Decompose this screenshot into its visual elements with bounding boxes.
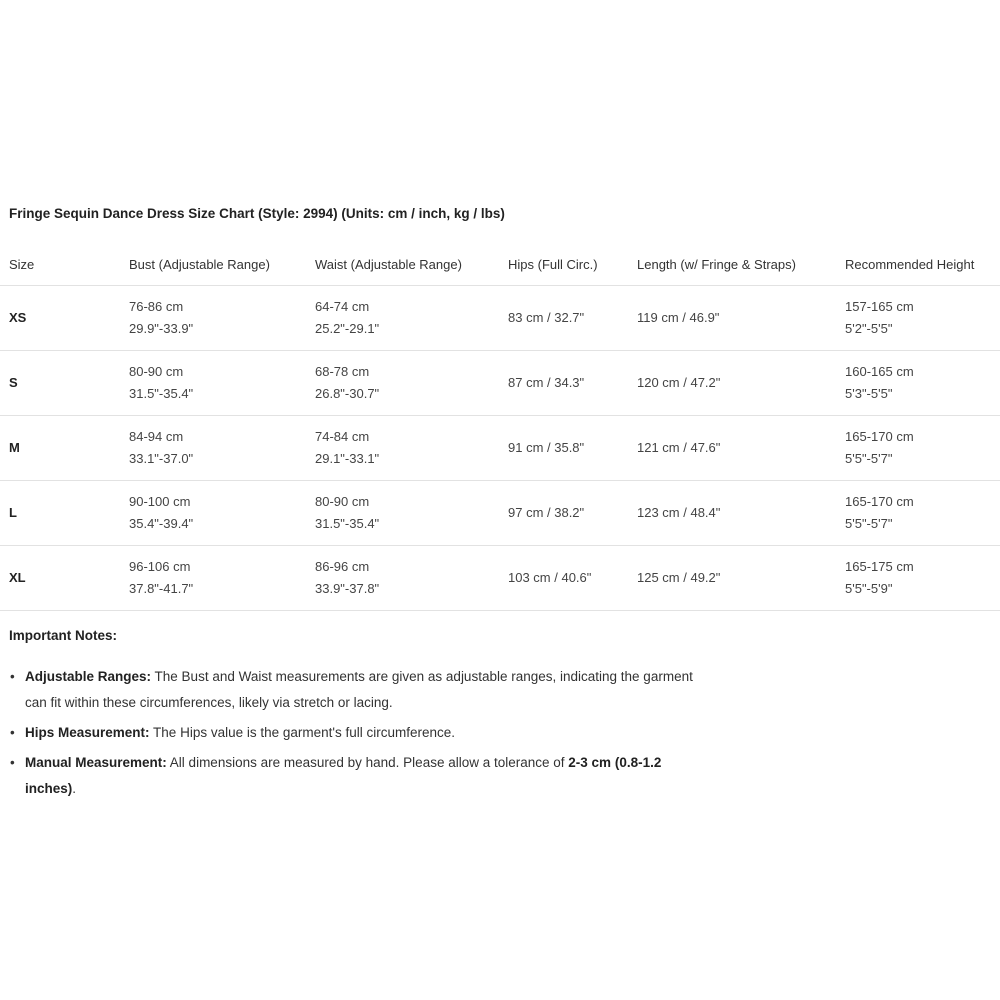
length-cell: 120 cm / 47.2" [628,350,836,415]
table-row [0,480,1000,545]
table-row [0,285,1000,350]
waist-inch: 25.2"-29.1" [315,320,380,336]
length-cell: 121 cm / 47.6" [628,415,836,480]
height-cell [836,415,1000,480]
height-cell [836,285,1000,350]
height-cell [836,350,1000,415]
height-cm: 165-170 cm [845,428,914,444]
list-item [9,720,709,746]
note-text: The Bust and Waist measurements are given as adjustable ranges, indicating the garment can fit within these circumferences, likely via stretch or lacing. [25,669,693,710]
table-row [0,415,1000,480]
waist-cell [306,415,499,480]
bust-cm: 80-90 cm [129,363,184,379]
header-waist: Waist (Adjustable Range) [315,256,462,272]
table-header-row [0,244,1000,285]
waist-cm: 68-78 cm [315,363,370,379]
height-cm: 165-170 cm [845,493,914,509]
note-text: All dimensions are measured by hand. Please allow a tolerance of [166,755,569,770]
note-label: Adjustable Ranges: [25,669,152,684]
hips-cell: 97 cm / 38.2" [499,480,628,545]
size-cell: XL [0,545,120,610]
height-ft: 5'2"-5'5" [845,320,893,336]
header-bust: Bust (Adjustable Range) [129,256,270,272]
height-cm: 157-165 cm [845,298,914,314]
waist-inch: 31.5"-35.4" [315,515,380,531]
bust-inch: 35.4"-39.4" [129,515,194,531]
notes-heading: Important Notes: [9,628,117,643]
waist-cell [306,480,499,545]
notes-list [9,664,709,806]
waist-inch: 29.1"-33.1" [315,450,380,466]
table-row [0,545,1000,610]
header-hips: Hips (Full Circ.) [508,256,598,272]
page-title: Fringe Sequin Dance Dress Size Chart (Style: 2994) (Units: cm / inch, kg / lbs) [9,206,505,221]
bust-cell [120,415,306,480]
height-ft: 5'3"-5'5" [845,385,893,401]
header-length: Length (w/ Fringe & Straps) [637,256,796,272]
height-ft: 5'5"-5'7" [845,450,893,466]
bust-inch: 31.5"-35.4" [129,385,194,401]
note-text-end: . [72,781,77,796]
bust-cm: 84-94 cm [129,428,184,444]
waist-cm: 80-90 cm [315,493,370,509]
height-cell [836,545,1000,610]
waist-cm: 74-84 cm [315,428,370,444]
waist-cm: 86-96 cm [315,558,370,574]
size-cell: L [0,480,120,545]
hips-cell: 103 cm / 40.6" [499,545,628,610]
waist-cell [306,545,499,610]
bust-cell [120,545,306,610]
height-ft: 5'5"-5'9" [845,580,893,596]
waist-inch: 26.8"-30.7" [315,385,380,401]
size-chart-table [0,244,1000,611]
length-cell: 123 cm / 48.4" [628,480,836,545]
bust-inch: 33.1"-37.0" [129,450,194,466]
height-cm: 165-175 cm [845,558,914,574]
waist-cell [306,285,499,350]
bust-cm: 96-106 cm [129,558,191,574]
bust-cm: 90-100 cm [129,493,191,509]
height-ft: 5'5"-5'7" [845,515,893,531]
bust-cm: 76-86 cm [129,298,184,314]
tolerance-cm: 2-3 cm [568,755,612,770]
size-cell: M [0,415,120,480]
height-cm: 160-165 cm [845,363,914,379]
size-cell: XS [0,285,120,350]
list-item [9,664,709,716]
note-text: The Hips value is the garment's full circumference. [149,725,456,740]
waist-cell [306,350,499,415]
bust-cell [120,285,306,350]
waist-inch: 33.9"-37.8" [315,580,380,596]
length-cell: 119 cm / 46.9" [628,285,836,350]
waist-cm: 64-74 cm [315,298,370,314]
bust-cell [120,480,306,545]
list-item [9,750,709,802]
hips-cell: 91 cm / 35.8" [499,415,628,480]
bust-inch: 37.8"-41.7" [129,580,194,596]
height-cell [836,480,1000,545]
note-label: Manual Measurement: [25,755,167,770]
length-cell: 125 cm / 49.2" [628,545,836,610]
header-height: Recommended Height [845,256,975,272]
bust-cell [120,350,306,415]
bust-inch: 29.9"-33.9" [129,320,194,336]
note-label: Hips Measurement: [25,725,150,740]
table-row [0,350,1000,415]
hips-cell: 83 cm / 32.7" [499,285,628,350]
header-size: Size [9,256,35,272]
size-cell: S [0,350,120,415]
tolerance-inch: (0.8-1.2 inches) [25,755,662,796]
hips-cell: 87 cm / 34.3" [499,350,628,415]
